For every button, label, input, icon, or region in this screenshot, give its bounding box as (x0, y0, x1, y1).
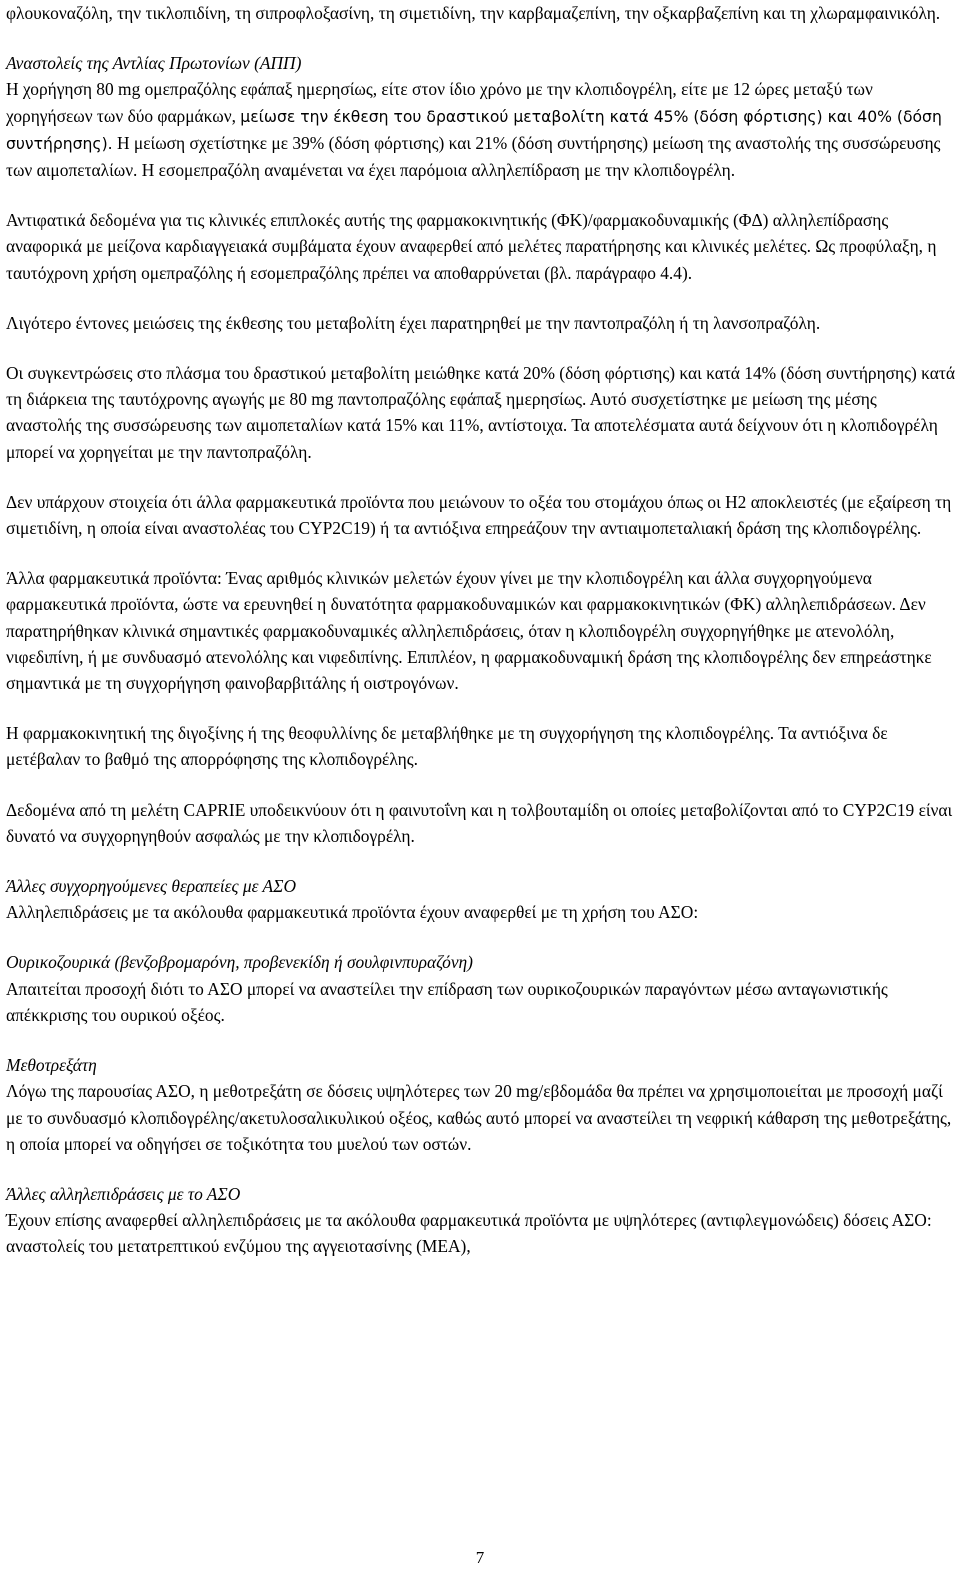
paragraph-digoxin: Η φαρμακοκινητική της διγοξίνης ή της θεοφυλλίνης δε μεταβλήθηκε με τη συγχορήγηση της κλοπιδογρέλης. Τα αντιόξινα δε μετέβαλαν το βαθμό της απορρόφησης της κλοπιδογρέλης. (6, 723, 888, 770)
ppi-body-part3: Η μείωση σχετίστηκε με 39% (δόση φόρτισης) και 21% (δόση συντήρησης) μείωση της αναστολής της συσσώρευσης των αιμοπεταλίων. Η εσομεπραζόλη αναμένεται να έχει παρόμοια αλληλεπίδραση με την κλοπιδογρέλη. (6, 132, 941, 181)
section-aso-interactions (6, 1181, 956, 1260)
document-page (6, 0, 956, 1260)
uricosuric-heading: Ουρικοζουρικά (βενζοβρομαρόνη, προβενεκίδη ή σουλφινπυραζόνη) (6, 952, 473, 973)
ppi-body-part1: Η χορήγηση 80 mg ομεπραζόλης εφάπαξ ημερησίως, είτε στον ίδιο χρόνο με την κλοπιδογρέλη, είτε με 12 ώρες μεταξύ των χορηγήσεων των δύο φαρμάκων, (6, 79, 873, 126)
ppi-heading: Αναστολείς της Αντλίας Πρωτονίων (ΑΠΠ) (6, 53, 302, 74)
section-aso-other (6, 873, 956, 925)
ppi-body-part2: μείωσε την έκθεση του δραστικού μεταβολίτη κατά 45% (δόση φόρτισης) και 40% (δόση συντήρησης). (6, 107, 942, 153)
section-ppi (6, 50, 956, 183)
aso-other-heading: Άλλες συγχορηγούμενες θεραπείες με ΑΣΟ (6, 876, 297, 897)
page-number: 7 (475, 1548, 485, 1567)
paragraph-caprie: Δεδομένα από τη μελέτη CAPRIE υποδεικνύουν ότι η φαινυτοΐνη και η τολβουταμίδη οι οποίες μεταβολίζονται από το CYP2C19 είναι δυνατό να συγχορηγηθούν ασφαλώς με την κλοπιδογρέλη. (6, 799, 953, 846)
paragraph-contradictory-data: Αντιφατικά δεδομένα για τις κλινικές επιπλοκές αυτής της φαρμακοκινητικής (ΦΚ)/φαρμακοδυναμικής (ΦΔ) αλληλεπίδρασης αναφορικά με μείζονα καρδιαγγειακά συμβάματα έχουν αναφερθεί από μελέτες παρατήρησης και κλινικές μελέτες. Ως προφύλαξη, η ταυτόχρονη χρήση ομεπραζόλης ή εσομεπραζόλης πρέπει να αποθαρρύνεται (βλ. παράγραφο 4.4). (6, 210, 937, 283)
section-uricosuric (6, 949, 956, 1028)
paragraph-plasma-concentrations: Οι συγκεντρώσεις στο πλάσμα του δραστικού μεταβολίτη μειώθηκε κατά 20% (δόση φόρτισης) και κατά 14% (δόση συντήρησης) κατά τη διάρκεια της ταυτόχρονης αγωγής με 80 mg παντοπραζόλης εφάπαξ ημερησίως. Αυτό συσχετίστηκε με μείωση της μέσης αναστολής της συσσώρευσης των αιμοπεταλίων κατά 15% και 11%, αντίστοιχα. Τα αποτελέσματα αυτά δείχνουν ότι η κλοπιδογρέλη μπορεί να χορηγείται με την παντοπραζόλη. (6, 363, 956, 462)
paragraph-less-pronounced: Λιγότερο έντονες μειώσεις της έκθεσης του μεταβολίτη έχει παρατηρηθεί με την παντοπραζόλη ή τη λανσοπραζόλη. (6, 312, 821, 333)
aso-interactions-heading: Άλλες αλληλεπιδράσεις με το ΑΣΟ (6, 1183, 241, 1204)
uricosuric-body: Απαιτείται προσοχή διότι το ΑΣΟ μπορεί να αναστείλει την επίδραση των ουρικοζουρικών παραγόντων μέσω ανταγωνιστικής απέκκρισης του ουρικού οξέος. (6, 978, 888, 1025)
ppi-body (6, 76, 956, 183)
aso-other-body: Αλληλεπιδράσεις με τα ακόλουθα φαρμακευτικά προϊόντα έχουν αναφερθεί με τη χρήση του ΑΣΟ: (6, 902, 699, 923)
section-methotrexate (6, 1052, 956, 1157)
methotrexate-body: Λόγω της παρουσίας ΑΣΟ, η μεθοτρεξάτη σε δόσεις υψηλότερες των 20 mg/εβδομάδα θα πρέπει να χρησιμοποιείται με προσοχή μαζί με το συνδυασμό κλοπιδογρέλης/ακετυλοσαλικυλικού οξέος, καθώς αυτό μπορεί να αναστείλει τη νεφρική κάθαρση της μεθοτρεξάτης, η οποία μπορεί να οδηγήσει σε τοξικότητα του μυελού των οστών. (6, 1081, 952, 1154)
methotrexate-heading: Μεθοτρεξάτη (6, 1055, 97, 1076)
paragraph-other-products: Άλλα φαρμακευτικά προϊόντα: Ένας αριθμός κλινικών μελετών έχουν γίνει με την κλοπιδογρέλη και άλλα συγχορηγούμενα φαρμακευτικά προϊόντα, ώστε να ερευνηθεί η δυνατότητα φαρμακοδυναμικών και φαρμακοκινητικών (ΦΚ) αλληλεπιδράσεων. Δεν παρατηρήθηκαν κλινικά σημαντικές φαρμακοδυναμικές αλληλεπιδράσεις, όταν η κλοπιδογρέλη συγχορηγήθηκε με ατενολόλη, νιφεδιπίνη, ή με συνδυασμό ατενολόλης και νιφεδιπίνης. Επιπλέον, η φαρμακοδυναμική δράση της κλοπιδογρέλης δεν επηρεάστηκε σημαντικά με τη συγχορήγηση φαινοβαρβιτάλης ή οιστρογόνων. (6, 568, 932, 694)
paragraph-no-evidence: Δεν υπάρχουν στοιχεία ότι άλλα φαρμακευτικά προϊόντα που μειώνουν το οξέα του στομάχου όπως οι H2 αποκλειστές (με εξαίρεση τη σιμετιδίνη, η οποία είναι αναστολέας του CYP2C19) ή τα αντιόξινα επηρεάζουν την αντιαιμοπεταλιακή δράση της κλοπιδογρέλης. (6, 491, 952, 539)
aso-interactions-body: Έχουν επίσης αναφερθεί αλληλεπιδράσεις με τα ακόλουθα φαρμακευτικά προϊόντα με υψηλότερες (αντιφλεγμονώδεις) δόσεις ΑΣΟ: αναστολείς του μετατρεπτικού ενζύμου της αγγειοτασίνης (ΜΕΑ), (6, 1210, 932, 1257)
paragraph-inhibitors-list: φλουκοναζόλη, την τικλοπιδίνη, τη σιπροφλοξασίνη, τη σιμετιδίνη, την καρβαμαζεπίνη, την οξκαρβαζεπίνη και τη χλωραμφαινικόλη. (6, 3, 941, 23)
